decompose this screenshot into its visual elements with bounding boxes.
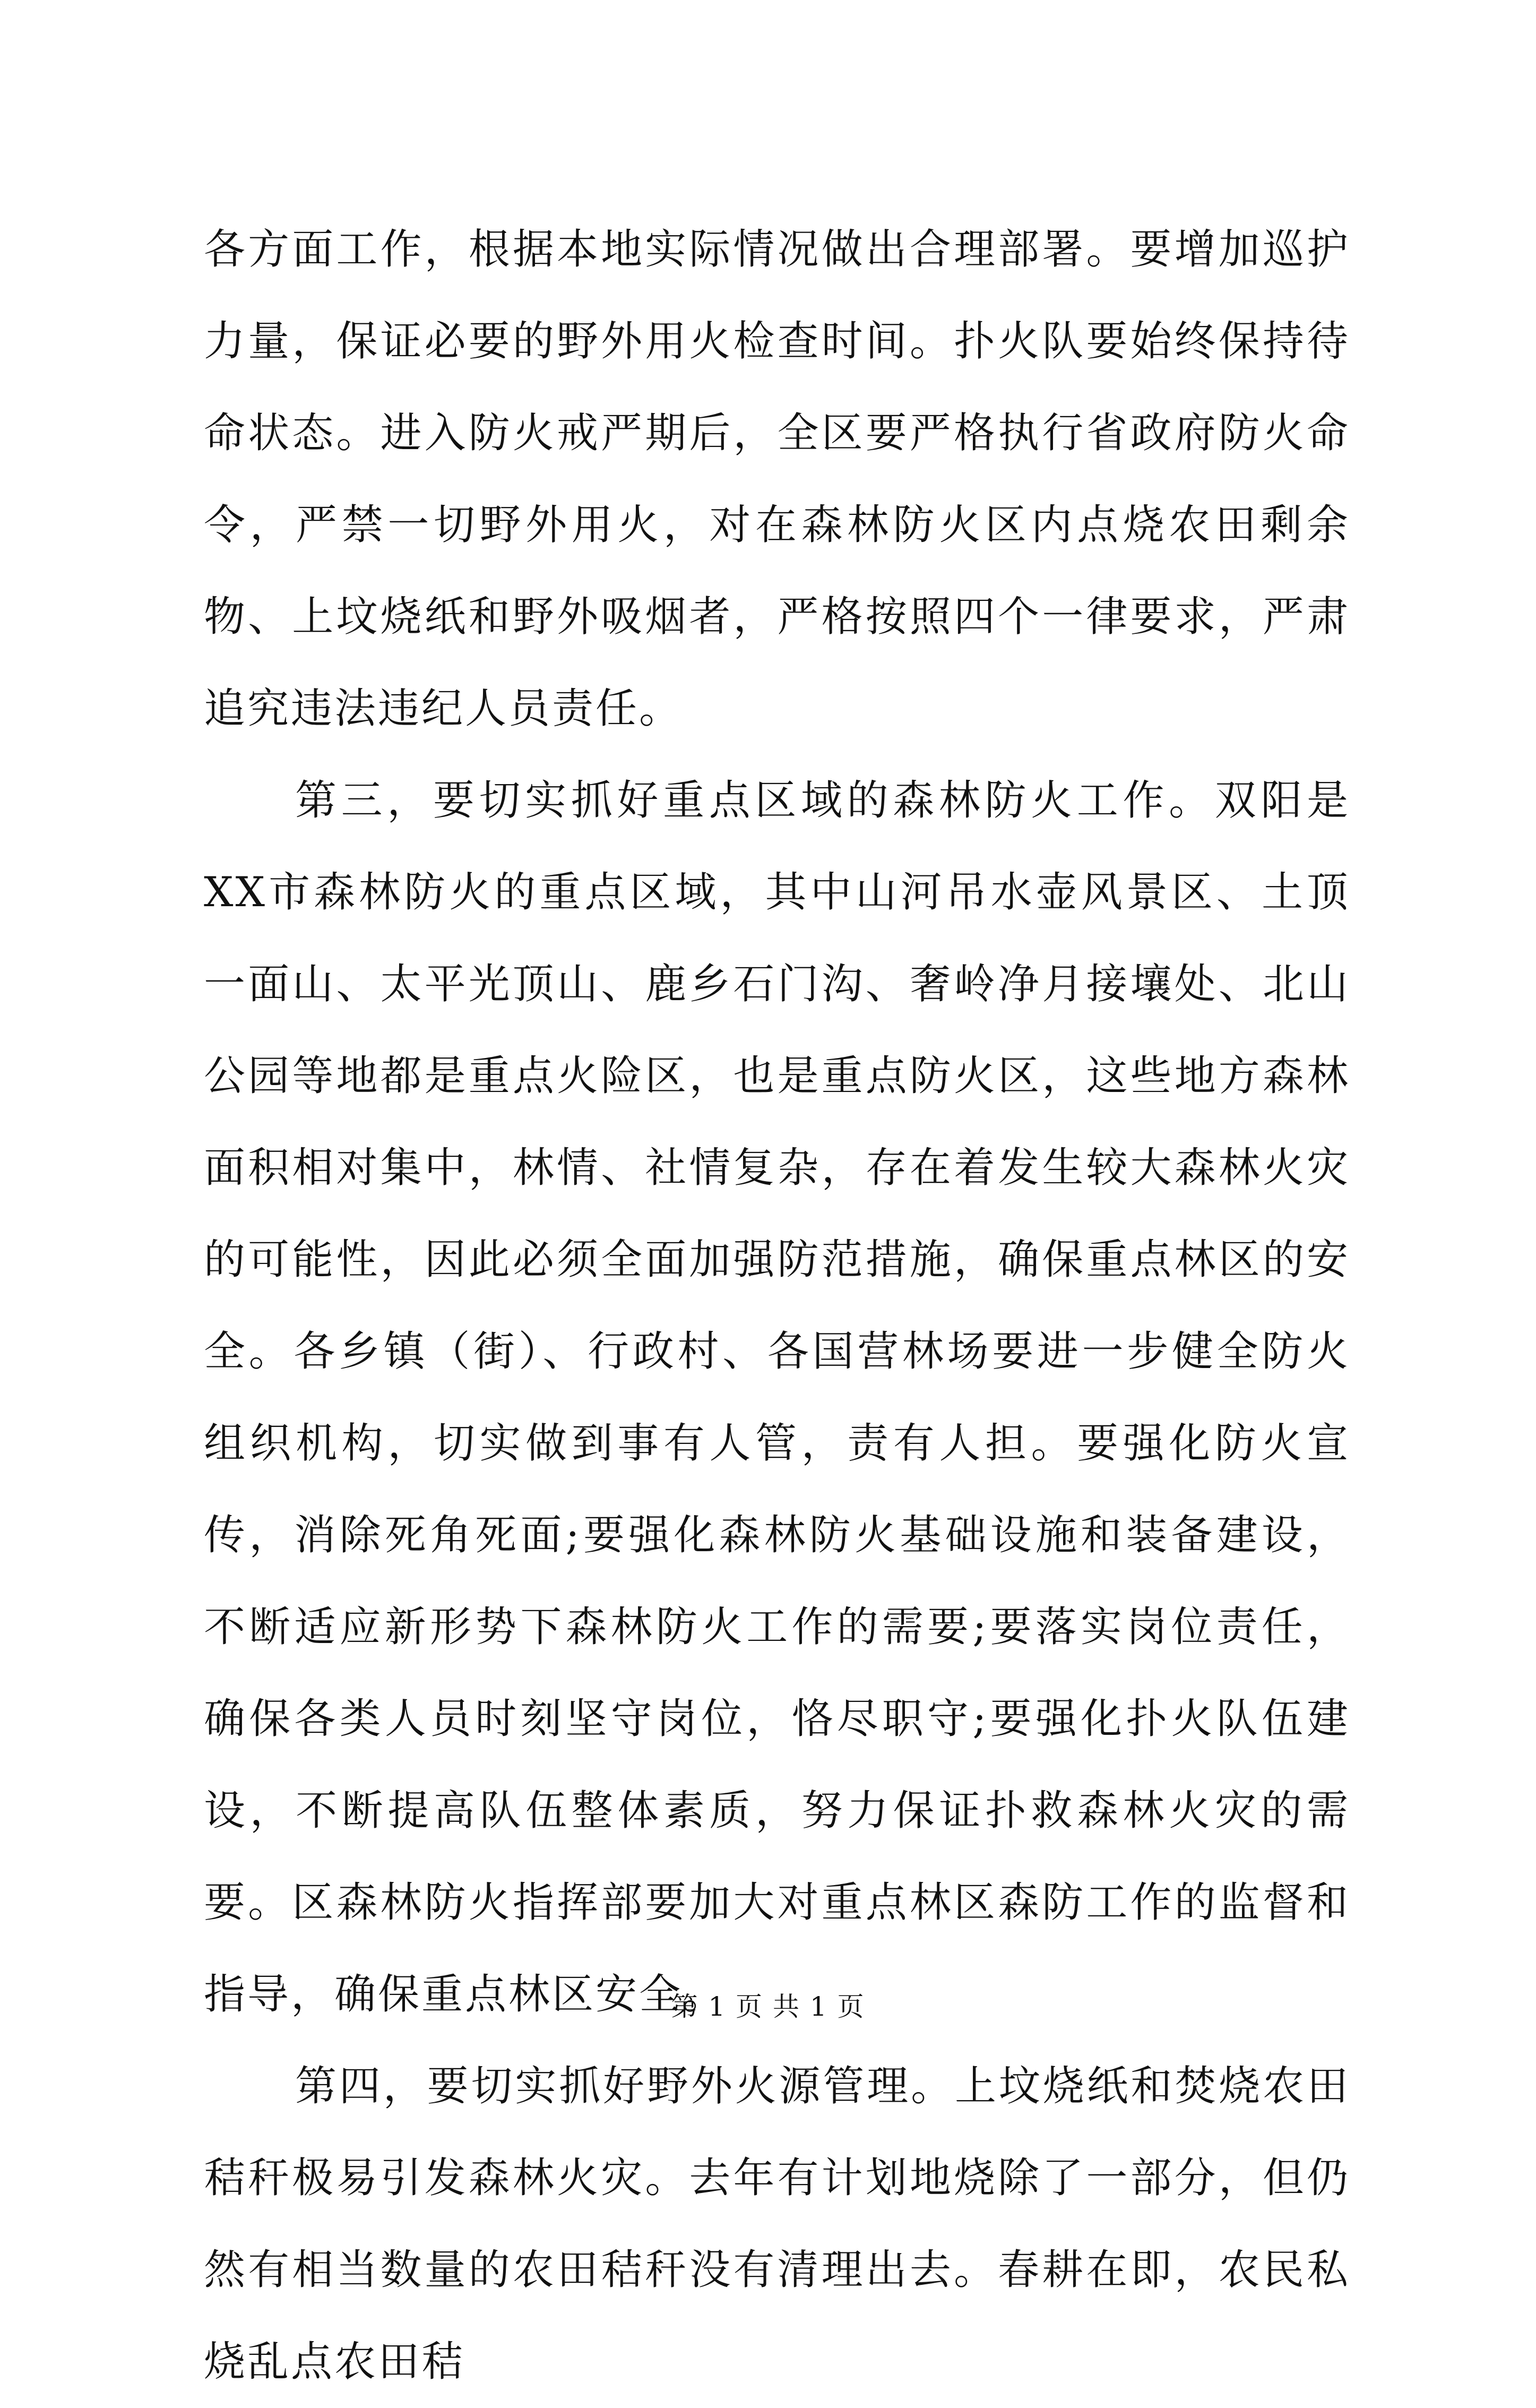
paragraph-fire-source: 第四，要切实抓好野外火源管理。上坟烧纸和焚烧农田秸秆极易引发森林火灾。去年有计划地烧除了一部分，但仍然有相当数量的农田秸秆没有清理出去。春耕在即，农民私烧乱点农田秸 — [204, 2062, 1350, 2386]
paragraph-key-areas: 第三，要切实抓好重点区域的森林防火工作。双阳是XX市森林防火的重点区域，其中山河吊水壶风景区、土顶一面山、太平光顶山、鹿乡石门沟、奢岭净月接壤处、北山公园等地都是重点火险区，也是重点防火区，这些地方森林面积相对集中，林情、社情复杂，存在着发生较大森林火灾的可能性，因此必须全面加强防范措施，确保重点林区的安全。各乡镇（街）、行政村、各国营林场要进一步健全防火组织机构，切实做到事有人管，责有人担。要强化防火宣传，消除死角死面;要强化森林防火基础设施和装备建设，不断适应新形势下森林防火工作的需要;要落实岗位责任，确保各类人员时刻坚守岗位，恪尽职守;要强化扑火队伍建设，不断提高队伍整体素质，努力保证扑救森林火灾的需要。区森林防火指挥部要加大对重点林区森防工作的监督和指导，确保重点林区安全。 — [204, 777, 1350, 2018]
paragraph-continuation: 各方面工作，根据本地实际情况做出合理部署。要增加巡护力量，保证必要的野外用火检查时间。扑火队要始终保持待命状态。进入防火戒严期后，全区要严格执行省政府防火命令，严禁一切野外用火，对在森林防火区内点烧农田剩余物、上坟烧纸和野外吸烟者，严格按照四个一律要求，严肃追究违法违纪人员责任。 — [204, 226, 1350, 733]
document-body — [204, 204, 1350, 2408]
page-footer: 第 1 页 共 1 页 — [671, 1991, 865, 2022]
